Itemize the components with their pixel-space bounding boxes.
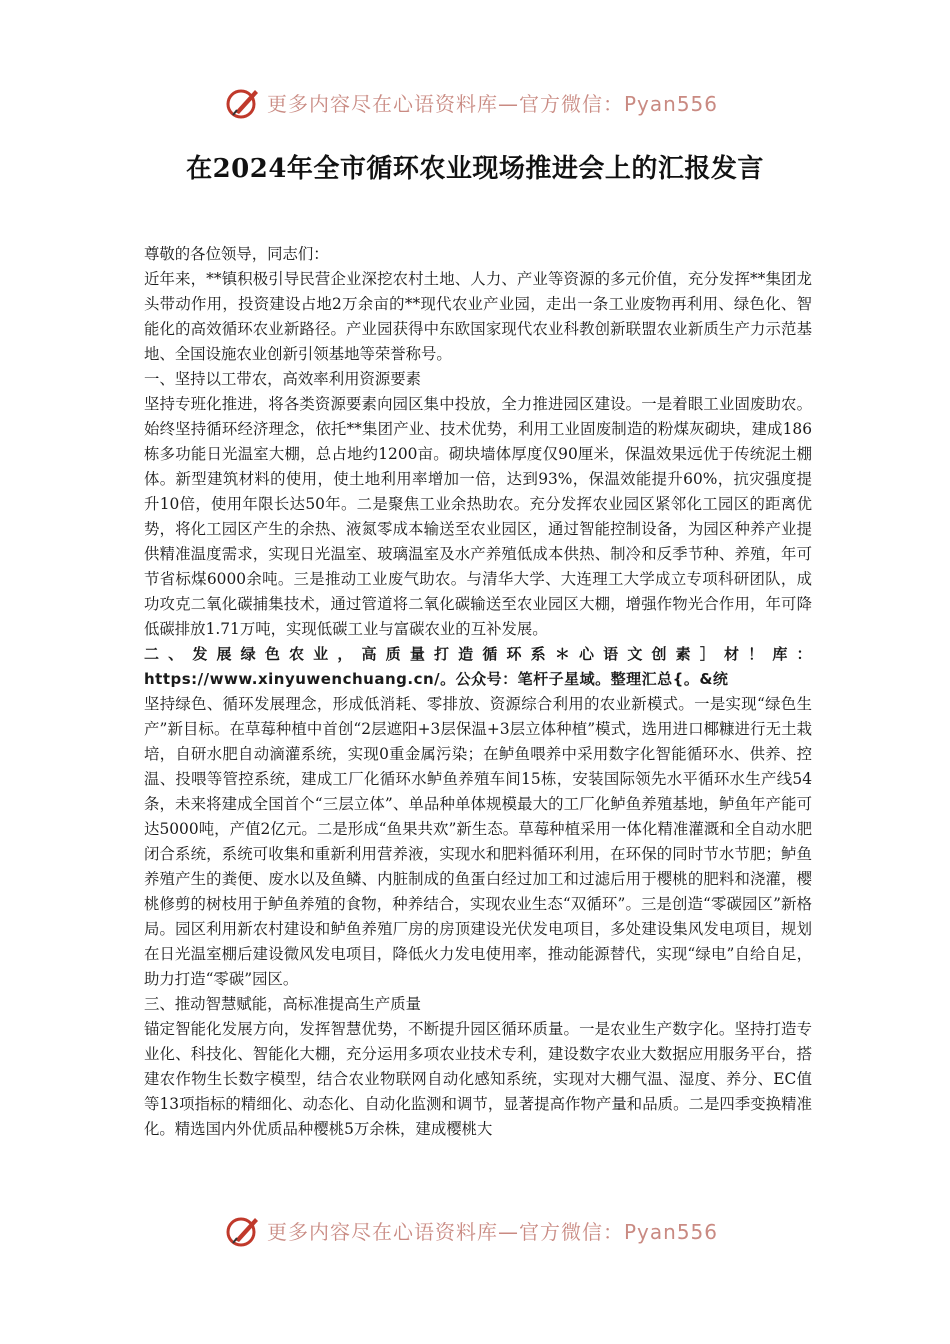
quill-pen-icon: [225, 84, 261, 120]
section-heading-2: 二、发展绿色农业，高质量打造循环系＊心语文创素］材！库：https://www.xinyuwenchuang.cn/。公众号：笔杆子星域。整理汇总{。&统: [144, 645, 812, 688]
footer-watermark-banner: [225, 1210, 745, 1250]
intro-paragraph: 近年来，**镇积极引导民营企业深挖农村土地、人力、产业等资源的多元价值，充分发挥**集团龙头带动作用，投资建设占地2万余亩的**现代农业产业园，走出一条工业废物再利用、绿色化、智能化的高效循环农业新路径。产业园获得中东欧国家现代农业科教创新联盟农业新质生产力示范基地、全国设施农业创新引领基地等荣誉称号。: [144, 270, 812, 363]
document-title: 在2024年全市循环农业现场推进会上的汇报发言: [186, 154, 764, 184]
watermark-text: 更多内容尽在心语资料库—官方微信：Pyan556: [267, 91, 719, 116]
section-1-paragraph: 坚持专班化推进，将各类资源要素向园区集中投放，全力推进园区建设。一是着眼工业固废助农。始终坚持循环经济理念，依托**集团产业、技术优势，利用工业固废制造的粉煤灰砌块，建成186栋多功能日光温室大棚，总占地约1200亩。砌块墙体厚度仅90厘米，保温效果远优于传统泥土棚体。新型建筑材料的使用，使土地利用率增加一倍，达到93%，保温效能提升60%，抗灾强度提升10倍，使用年限长达50年。二是聚焦工业余热助农。充分发挥农业园区紧邻化工园区的距离优势，将化工园区产生的余热、液氮零成本输送至农业园区，通过智能控制设备，为园区种养产业提供精准温度需求，实现日光温室、玻璃温室及水产养殖低成本供热、制冷和反季节种、养殖，年可节省标煤6000余吨。三是推动工业废气助农。与清华大学、大连理工大学成立专项科研团队，成功攻克二氧化碳捕集技术，通过管道将二氧化碳输送至农业园区大棚，增强作物光合作用，年可降低碳排放1.71万吨，实现低碳工业与富碳农业的互补发展。: [144, 395, 812, 638]
section-heading-3: 三、推动智慧赋能，高标准提高生产质量: [144, 995, 422, 1013]
watermark-text: 更多内容尽在心语资料库—官方微信：Pyan556: [267, 1219, 719, 1244]
section-3-paragraph: 锚定智能化发展方向，发挥智慧优势，不断提升园区循环质量。一是农业生产数字化。坚持打造专业化、科技化、智能化大棚，充分运用多项农业技术专利，建设数字农业大数据应用服务平台，搭建农作物生长数字模型，结合农业物联网自动化感知系统，实现对大棚气温、湿度、养分、EC值等13项指标的精细化、动态化、自动化监测和调节，显著提高作物产量和品质。二是四季变换精准化。精选国内外优质品种樱桃5万余株，建成樱桃大: [144, 1020, 812, 1138]
quill-pen-icon: [225, 1212, 261, 1248]
document-body: [144, 242, 812, 1142]
section-2-paragraph: 坚持绿色、循环发展理念，形成低消耗、零排放、资源综合利用的农业新模式。一是实现“绿色生产”新目标。在草莓种植中首创“2层遮阳+3层保温+3层立体种植”模式，选用进口椰糠进行无土栽培，自研水肥自动滴灌系统，实现0重金属污染；在鲈鱼喂养中采用数字化智能循环水、供养、控温、投喂等管控系统，建成工厂化循环水鲈鱼养殖车间15栋，安装国际领先水平循环水生产线54条，未来将建成全国首个“三层立体”、单品种单体规模最大的工厂化鲈鱼养殖基地，鲈鱼年产能可达5000吨，产值2亿元。二是形成“鱼果共欢”新生态。草莓种植采用一体化精准灌溉和全自动水肥闭合系统，系统可收集和重新利用营养液，实现水和肥料循环利用，在环保的同时节水节肥；鲈鱼养殖产生的粪便、废水以及鱼鳞、内脏制成的鱼蛋白经过加工和过滤后用于樱桃的肥料和浇灌，樱桃修剪的树枝用于鲈鱼养殖的食物，种养结合，实现农业生态“双循环”。三是创造“零碳园区”新格局。园区利用新农村建设和鲈鱼养殖厂房的房顶建设光伏发电项目，多处建设集风发电项目，规划在日光温室棚后建设微风发电项目，降低火力发电使用率，推动能源替代，实现“绿电”自给自足，助力打造“零碳”园区。: [144, 695, 812, 988]
section-heading-1: 一、坚持以工带农，高效率利用资源要素: [144, 370, 422, 388]
header-watermark-banner: [225, 82, 745, 122]
salutation: 尊敬的各位领导，同志们：: [144, 245, 329, 263]
